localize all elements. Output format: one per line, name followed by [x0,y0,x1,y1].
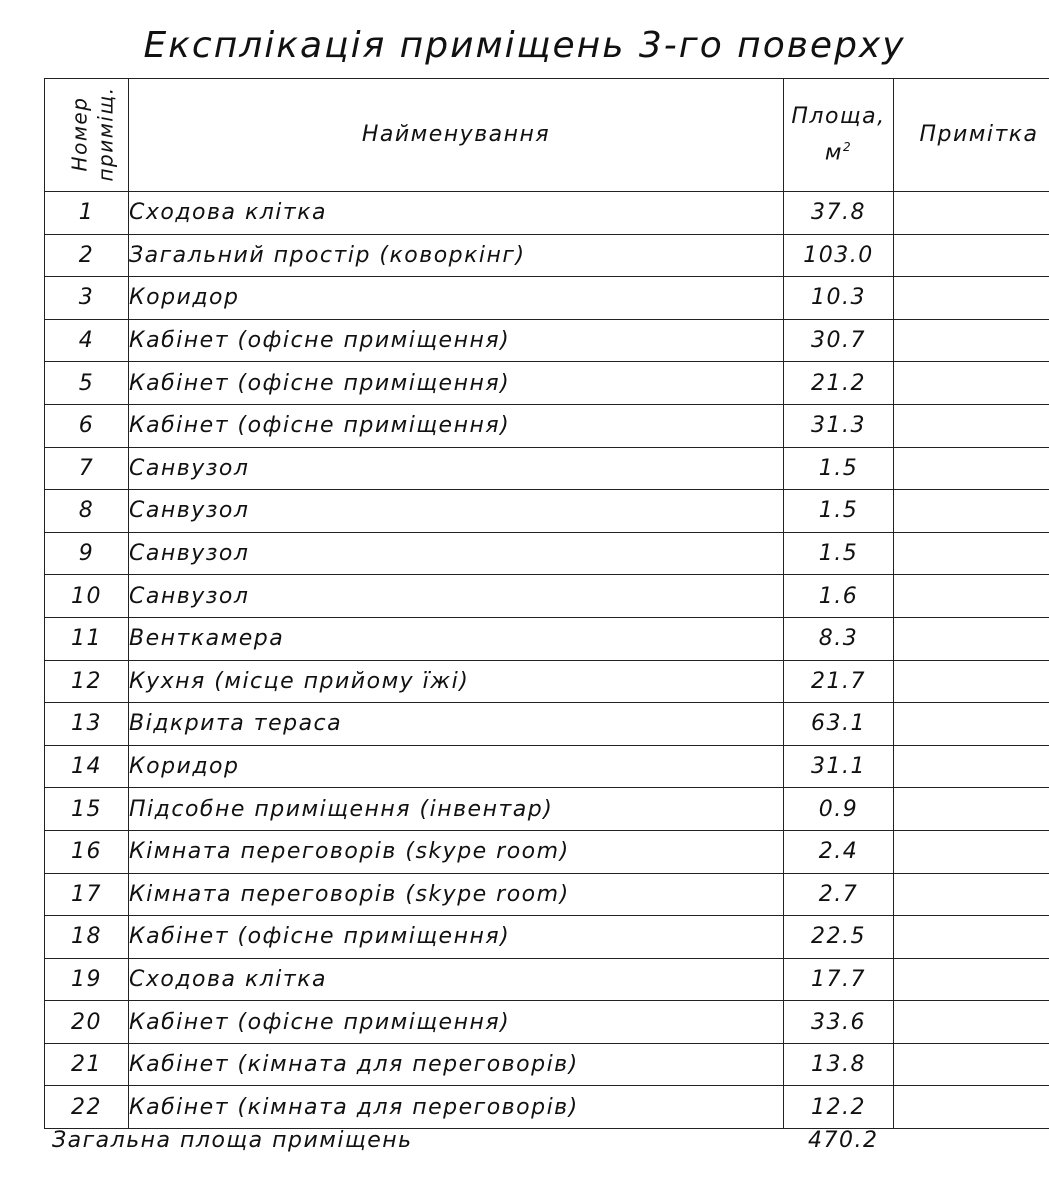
room-name: Кабінет (офісне приміщення) [129,319,784,362]
header-area-sup: 2 [842,139,853,154]
room-name: Санвузол [129,575,784,618]
room-number: 4 [45,319,129,362]
header-area [784,79,894,192]
room-area: 31.1 [784,745,894,788]
room-name: Кухня (місце прийому їжі) [129,660,784,703]
table-row [45,532,1049,575]
room-number: 15 [45,788,129,831]
room-name: Венткамера [129,617,784,660]
table-row [45,660,1049,703]
room-area: 31.3 [784,404,894,447]
room-number: 13 [45,703,129,746]
room-name: Відкрита тераса [129,703,784,746]
room-area: 1.6 [784,575,894,618]
table-row [45,617,1049,660]
room-number: 18 [45,916,129,959]
table-row [45,1086,1049,1129]
header-number-line2: приміщ. [93,85,118,182]
room-area: 10.3 [784,277,894,320]
table-row [45,703,1049,746]
room-name: Коридор [129,277,784,320]
room-note [894,1043,1049,1086]
room-note [894,916,1049,959]
room-note [894,319,1049,362]
page-title: Експлікація приміщень 3-го поверху [143,25,906,66]
table-row [45,362,1049,405]
room-name: Кабінет (кімната для переговорів) [129,1043,784,1086]
header-area-line1: Площа, [791,103,886,129]
room-note [894,873,1049,916]
room-note [894,788,1049,831]
table-row [45,1001,1049,1044]
room-name: Кабінет (офісне приміщення) [129,916,784,959]
room-number: 19 [45,958,129,1001]
room-area: 21.7 [784,660,894,703]
room-note [894,447,1049,490]
room-number: 7 [45,447,129,490]
table-row [45,830,1049,873]
header-number-label [67,86,119,181]
room-name: Сходова клітка [129,958,784,1001]
table-row [45,234,1049,277]
room-note [894,830,1049,873]
room-note [894,192,1049,235]
room-number: 8 [45,490,129,533]
room-area: 1.5 [784,490,894,533]
room-name: Кабінет (офісне приміщення) [129,362,784,405]
room-number: 6 [45,404,129,447]
room-note [894,617,1049,660]
room-number: 3 [45,277,129,320]
room-area: 17.7 [784,958,894,1001]
table-row [45,788,1049,831]
room-area: 63.1 [784,703,894,746]
room-area: 33.6 [784,1001,894,1044]
room-name: Загальний простір (коворкінг) [129,234,784,277]
room-note [894,362,1049,405]
room-note [894,532,1049,575]
room-name: Сходова клітка [129,192,784,235]
room-name: Кабінет (офісне приміщення) [129,1001,784,1044]
room-name: Коридор [129,745,784,788]
room-area: 2.7 [784,873,894,916]
header-area-unit: м [824,140,843,166]
table-row [45,490,1049,533]
table-row [45,404,1049,447]
room-area: 37.8 [784,192,894,235]
room-number: 2 [45,234,129,277]
room-note [894,1001,1049,1044]
room-area: 13.8 [784,1043,894,1086]
header-note: Примітка [894,79,1049,192]
room-area: 103.0 [784,234,894,277]
table-row [45,873,1049,916]
header-name: Найменування [129,79,784,192]
room-note [894,277,1049,320]
room-number: 1 [45,192,129,235]
room-note [894,575,1049,618]
room-name: Підсобне приміщення (інвентар) [129,788,784,831]
room-note [894,703,1049,746]
room-number: 14 [45,745,129,788]
room-note [894,958,1049,1001]
room-name: Кімната переговорів (skype room) [129,830,784,873]
room-name: Санвузол [129,447,784,490]
room-area: 0.9 [784,788,894,831]
room-area: 21.2 [784,362,894,405]
room-name: Кабінет (офісне приміщення) [129,404,784,447]
total-area-value: 470.2 [808,1128,879,1153]
room-name: Санвузол [129,532,784,575]
room-number: 5 [45,362,129,405]
table-row [45,745,1049,788]
room-number: 11 [45,617,129,660]
total-area-label: Загальна площа приміщень [52,1128,413,1153]
header-number [45,79,129,192]
room-area: 8.3 [784,617,894,660]
room-name: Кімната переговорів (skype room) [129,873,784,916]
table-row [45,916,1049,959]
room-note [894,404,1049,447]
room-number: 10 [45,575,129,618]
room-note [894,745,1049,788]
room-area: 12.2 [784,1086,894,1129]
table-row [45,575,1049,618]
room-note [894,660,1049,703]
table-row [45,447,1049,490]
table-row [45,192,1049,235]
room-area: 22.5 [784,916,894,959]
room-number: 16 [45,830,129,873]
table-row [45,277,1049,320]
room-number: 21 [45,1043,129,1086]
table-row [45,319,1049,362]
total-area [52,1128,882,1164]
room-number: 22 [45,1086,129,1129]
room-number: 12 [45,660,129,703]
room-area: 30.7 [784,319,894,362]
room-number: 17 [45,873,129,916]
rooms-table [44,78,1049,1129]
room-note [894,1086,1049,1129]
room-area: 1.5 [784,532,894,575]
table-row [45,1043,1049,1086]
table-row [45,958,1049,1001]
room-name: Санвузол [129,490,784,533]
header-number-line1: Номер [67,96,92,171]
room-area: 2.4 [784,830,894,873]
table-body [45,192,1049,1129]
room-note [894,490,1049,533]
room-note [894,234,1049,277]
room-number: 9 [45,532,129,575]
room-area: 1.5 [784,447,894,490]
room-name: Кабінет (кімната для переговорів) [129,1086,784,1129]
room-number: 20 [45,1001,129,1044]
table-header-row [45,79,1049,192]
